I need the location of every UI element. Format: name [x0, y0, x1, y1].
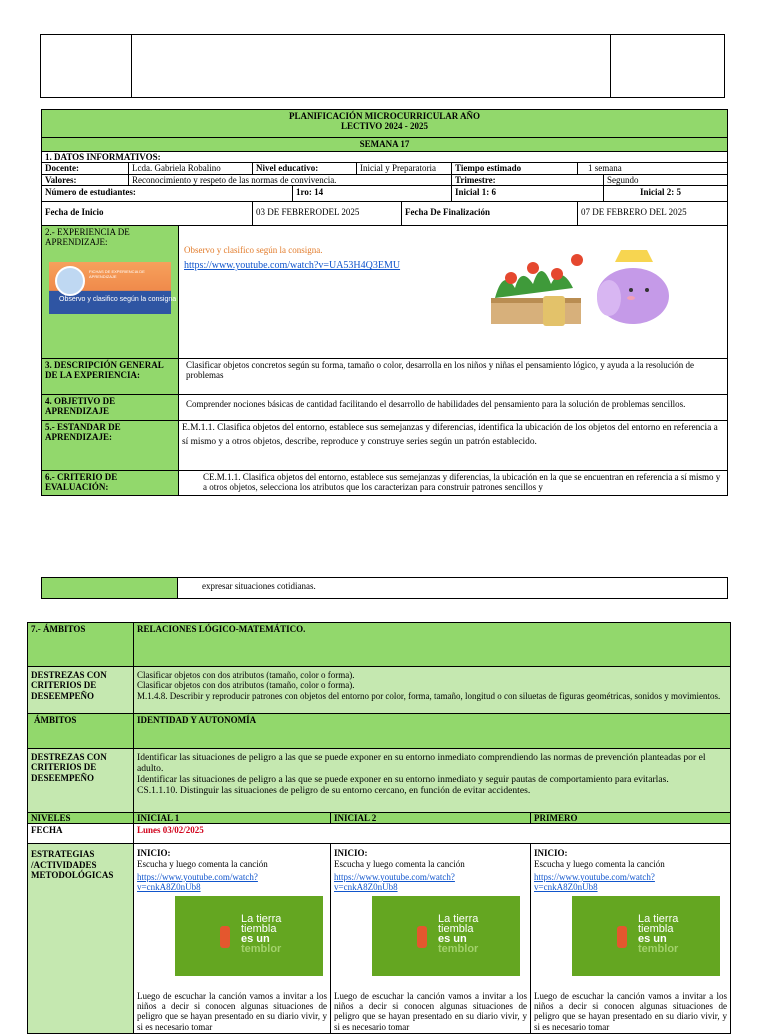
video-title-line-1: La tierra [638, 912, 679, 925]
video-title-line-4: temblor [438, 942, 479, 955]
inicial1-count: Inicial 1: 6 [452, 186, 604, 202]
child-icon [417, 926, 427, 948]
video-title-line-3: es un [638, 932, 667, 945]
video-title-1 [241, 914, 281, 954]
title-line-2: LECTIVO 2024 - 2025 [340, 121, 429, 132]
header-right-box [610, 34, 725, 98]
experiencia-content-cell [179, 226, 728, 359]
descripcion-text: Clasificar objetos concretos según su forma, tamaño o color, desarrolla en los niños y niñas el pensamiento lógico, y ayuda a la resolución de problemas [179, 359, 728, 395]
trimestre-label: Trimestre: [452, 174, 604, 185]
escucha-text-1: Escucha y luego comenta la canción [137, 858, 268, 869]
video-thumbnail-3[interactable] [572, 896, 720, 976]
fecha-inicio-label: Fecha de Inicio [42, 202, 253, 226]
trimestre-value: Segundo [604, 174, 728, 185]
destrezas-2-label: DESTREZAS CON CRITERIOS DE DESEEMPEÑO [28, 749, 134, 813]
tiempo-value: 1 semana [578, 163, 728, 174]
escucha-text-2: Escucha y luego comenta la canción [334, 858, 465, 869]
inicial2-count: Inicial 2: 5 [604, 186, 728, 202]
song-link-1[interactable]: https://www.youtube.com/watch?v=cnkA8Z0nUb8 [137, 872, 258, 893]
destreza-2-line-3: CS.1.1.10. Distinguir las situaciones de peligro de su entorno cercano, en función de evitar accidentes. [137, 785, 531, 797]
fecha-inicio-value: 03 DE FEBRERODEL 2025 [253, 202, 402, 226]
destreza-2-line-2: Identificar las situaciones de peligro a las que se puede exponer en su entorno inmediato y seguir pautas de comportamiento para evitarlas. [137, 774, 669, 786]
criterio-text-continued: expresar situaciones cotidianas. [178, 578, 728, 599]
week-label: SEMANA 17 [42, 138, 728, 152]
criterio-label: 6.- CRITERIO DE EVALUACIÓN: [42, 471, 179, 496]
experiencia-title: Observo y clasifico según la consigna. [184, 245, 323, 256]
thumbnail-caption-bottom: Observo y clasifico según la consigna [59, 296, 177, 304]
fecha-fin-value: 07 DE FEBRERO DEL 2025 [578, 202, 728, 226]
paragraph-3: Luego de escuchar la canción vamos a invitar a los niños a decir si conocen algunas situaciones de peligro que se hayan presentado en su diario vivir, y si es necesario tomar [534, 990, 727, 1032]
destrezas-label: DESTREZAS CON CRITERIOS DE DESEEMPEÑO [28, 667, 134, 714]
ambitos-2-value: IDENTIDAD Y AUTONOMÍA [134, 714, 731, 749]
header-logo-box [40, 34, 132, 98]
video-title-line-3: es un [241, 932, 270, 945]
video-title-line-1: La tierra [438, 912, 479, 925]
experiencia-thumbnail[interactable] [49, 262, 177, 314]
estrategias-inicial-2 [331, 844, 531, 1034]
destreza-line-1: Clasificar objetos con dos atributos (tamaño, color o forma). [137, 670, 355, 680]
experiencia-label-cell [42, 226, 179, 359]
fecha-fin-label: Fecha De Finalización [402, 202, 578, 226]
nivel-inicial-2: INICIAL 2 [331, 813, 531, 824]
fecha-value: Lunes 03/02/2025 [134, 824, 731, 844]
nivel-primero: PRIMERO [531, 813, 731, 824]
datos-informativos-heading: 1. DATOS INFORMATIVOS: [42, 152, 728, 163]
video-title-line-3: es un [438, 932, 467, 945]
child-icon [617, 926, 627, 948]
video-title-line-2: tiembla [241, 922, 277, 935]
planning-table [41, 109, 728, 496]
video-title-line-2: tiembla [638, 922, 674, 935]
nivel-label: Nivel educativo: [253, 163, 357, 174]
estandar-text: E.M.1.1. Clasifica objetos del entorno, establece sus semejanzas y diferencias, identifica la ubicación de los objetos del entorno en referencia a sí mismo y a otros objetos, describe, reproduce y construye series según un patrón establecido. [179, 421, 728, 471]
objetivo-text: Comprender nociones básicas de cantidad facilitando el desarrollo de habilidades del pensamiento para la solución de problemas sencillos. [179, 395, 728, 421]
tiempo-label: Tiempo estimado [452, 163, 578, 174]
video-title-line-2: tiembla [438, 922, 474, 935]
ambitos-table [27, 622, 731, 1034]
paragraph-2: Luego de escuchar la canción vamos a invitar a los niños a decir si conocen algunas situaciones de peligro que se hayan presentado en su diario vivir, y si es necesario tomar [334, 990, 527, 1032]
criterio-text: CE.M.1.1. Clasifica objetos del entorno, establece sus semejanzas y diferencias, la ubicación en la que se encuentran en referencia a sí mismo y a otros objetos, selecciona los atributos que los caracterizan para construir patrones sencillos y [179, 471, 728, 496]
inicio-heading-1: INICIO: [137, 848, 171, 859]
objetivo-label: 4. OBJETIVO DE APRENDIZAJE [42, 395, 179, 421]
nivel-value: Inicial y Preparatoria [357, 163, 452, 174]
header-center-box [131, 34, 611, 98]
ambitos-2-label: ÁMBITOS [28, 714, 134, 749]
inicio-heading-3: INICIO: [534, 848, 568, 859]
garden-elephant-illustration [481, 238, 681, 338]
primero-count: 1ro: 14 [293, 186, 452, 202]
estrategias-primero [531, 844, 731, 1034]
destrezas-2-content [134, 749, 731, 813]
song-link-2[interactable]: https://www.youtube.com/watch?v=cnkA8Z0nUb8 [334, 872, 455, 893]
destreza-line-2: Clasificar objetos con dos atributos (tamaño, color o forma). [137, 680, 355, 691]
criterio-continuation [41, 577, 728, 599]
mascot-icon [55, 266, 85, 296]
numero-estudiantes-label: Número de estudiantes: [42, 186, 293, 202]
destreza-2-line-1: Identificar las situaciones de peligro a las que se puede exponer en su entorno inmediato comprendiendo las normas de prevención planteadas por el adulto. [137, 752, 706, 775]
niveles-label: NIVELES [28, 813, 134, 824]
title-line-1: PLANIFICACIÓN MICROCURRICULAR AÑO [289, 111, 481, 121]
thumbnail-caption-top: FICHAS DE EXPERIENCIA DE APRENDIZAJE [89, 269, 145, 279]
estrategias-inicial-1 [134, 844, 331, 1034]
valores-value: Reconocimiento y respeto de las normas de convivencia. [129, 174, 452, 185]
video-title-line-1: La tierra [241, 912, 282, 925]
song-link-3[interactable]: https://www.youtube.com/watch?v=cnkA8Z0nUb8 [534, 872, 655, 893]
child-icon [220, 926, 230, 948]
destreza-line-3: M.1.4.8. Describir y reproducir patrones con objetos del entorno por color, forma, tamaño, longitud o con siluetas de figuras geométricas, sonidos y movimientos. [137, 690, 721, 701]
destrezas-content [134, 667, 731, 714]
valores-label: Valores: [42, 174, 129, 185]
ambitos-label: 7.- ÁMBITOS [28, 623, 134, 667]
continuation-label-cell [42, 578, 178, 599]
nivel-inicial-1: INICIAL 1 [134, 813, 331, 824]
fecha-label: FECHA [28, 824, 134, 844]
descripcion-label: 3. DESCRIPCIÓN GENERAL DE LA EXPERIENCIA: [42, 359, 179, 395]
video-title-line-4: temblor [638, 942, 679, 955]
docente-value: Lcda. Gabriela Robalino [129, 163, 253, 174]
video-thumbnail-1[interactable] [175, 896, 323, 976]
docente-label: Docente: [42, 163, 129, 174]
experiencia-video-link[interactable]: https://www.youtube.com/watch?v=UA53H4Q3EMU [184, 260, 401, 272]
ambitos-value: RELACIONES LÓGICO-MATEMÁTICO. [134, 623, 731, 667]
video-title-2 [438, 914, 478, 954]
inicio-heading-2: INICIO: [334, 848, 368, 859]
escucha-text-3: Escucha y luego comenta la canción [534, 858, 665, 869]
estrategias-label: ESTRATEGIAS /ACTIVIDADES METODOLÓGICAS [28, 844, 134, 1034]
video-title-line-4: temblor [241, 942, 282, 955]
estandar-label: 5.- ESTANDAR DE APRENDIZAJE: [42, 421, 179, 471]
experiencia-label: 2.- EXPERIENCIA DE APRENDIZAJE: [45, 227, 130, 248]
video-title-3 [638, 914, 678, 954]
paragraph-1: Luego de escuchar la canción vamos a invitar a los niños a decir si conocen algunas situaciones de peligro que se hayan presentado en su diario vivir, y si es necesario tomar [137, 990, 327, 1032]
video-thumbnail-2[interactable] [372, 896, 520, 976]
planning-title [42, 110, 728, 138]
